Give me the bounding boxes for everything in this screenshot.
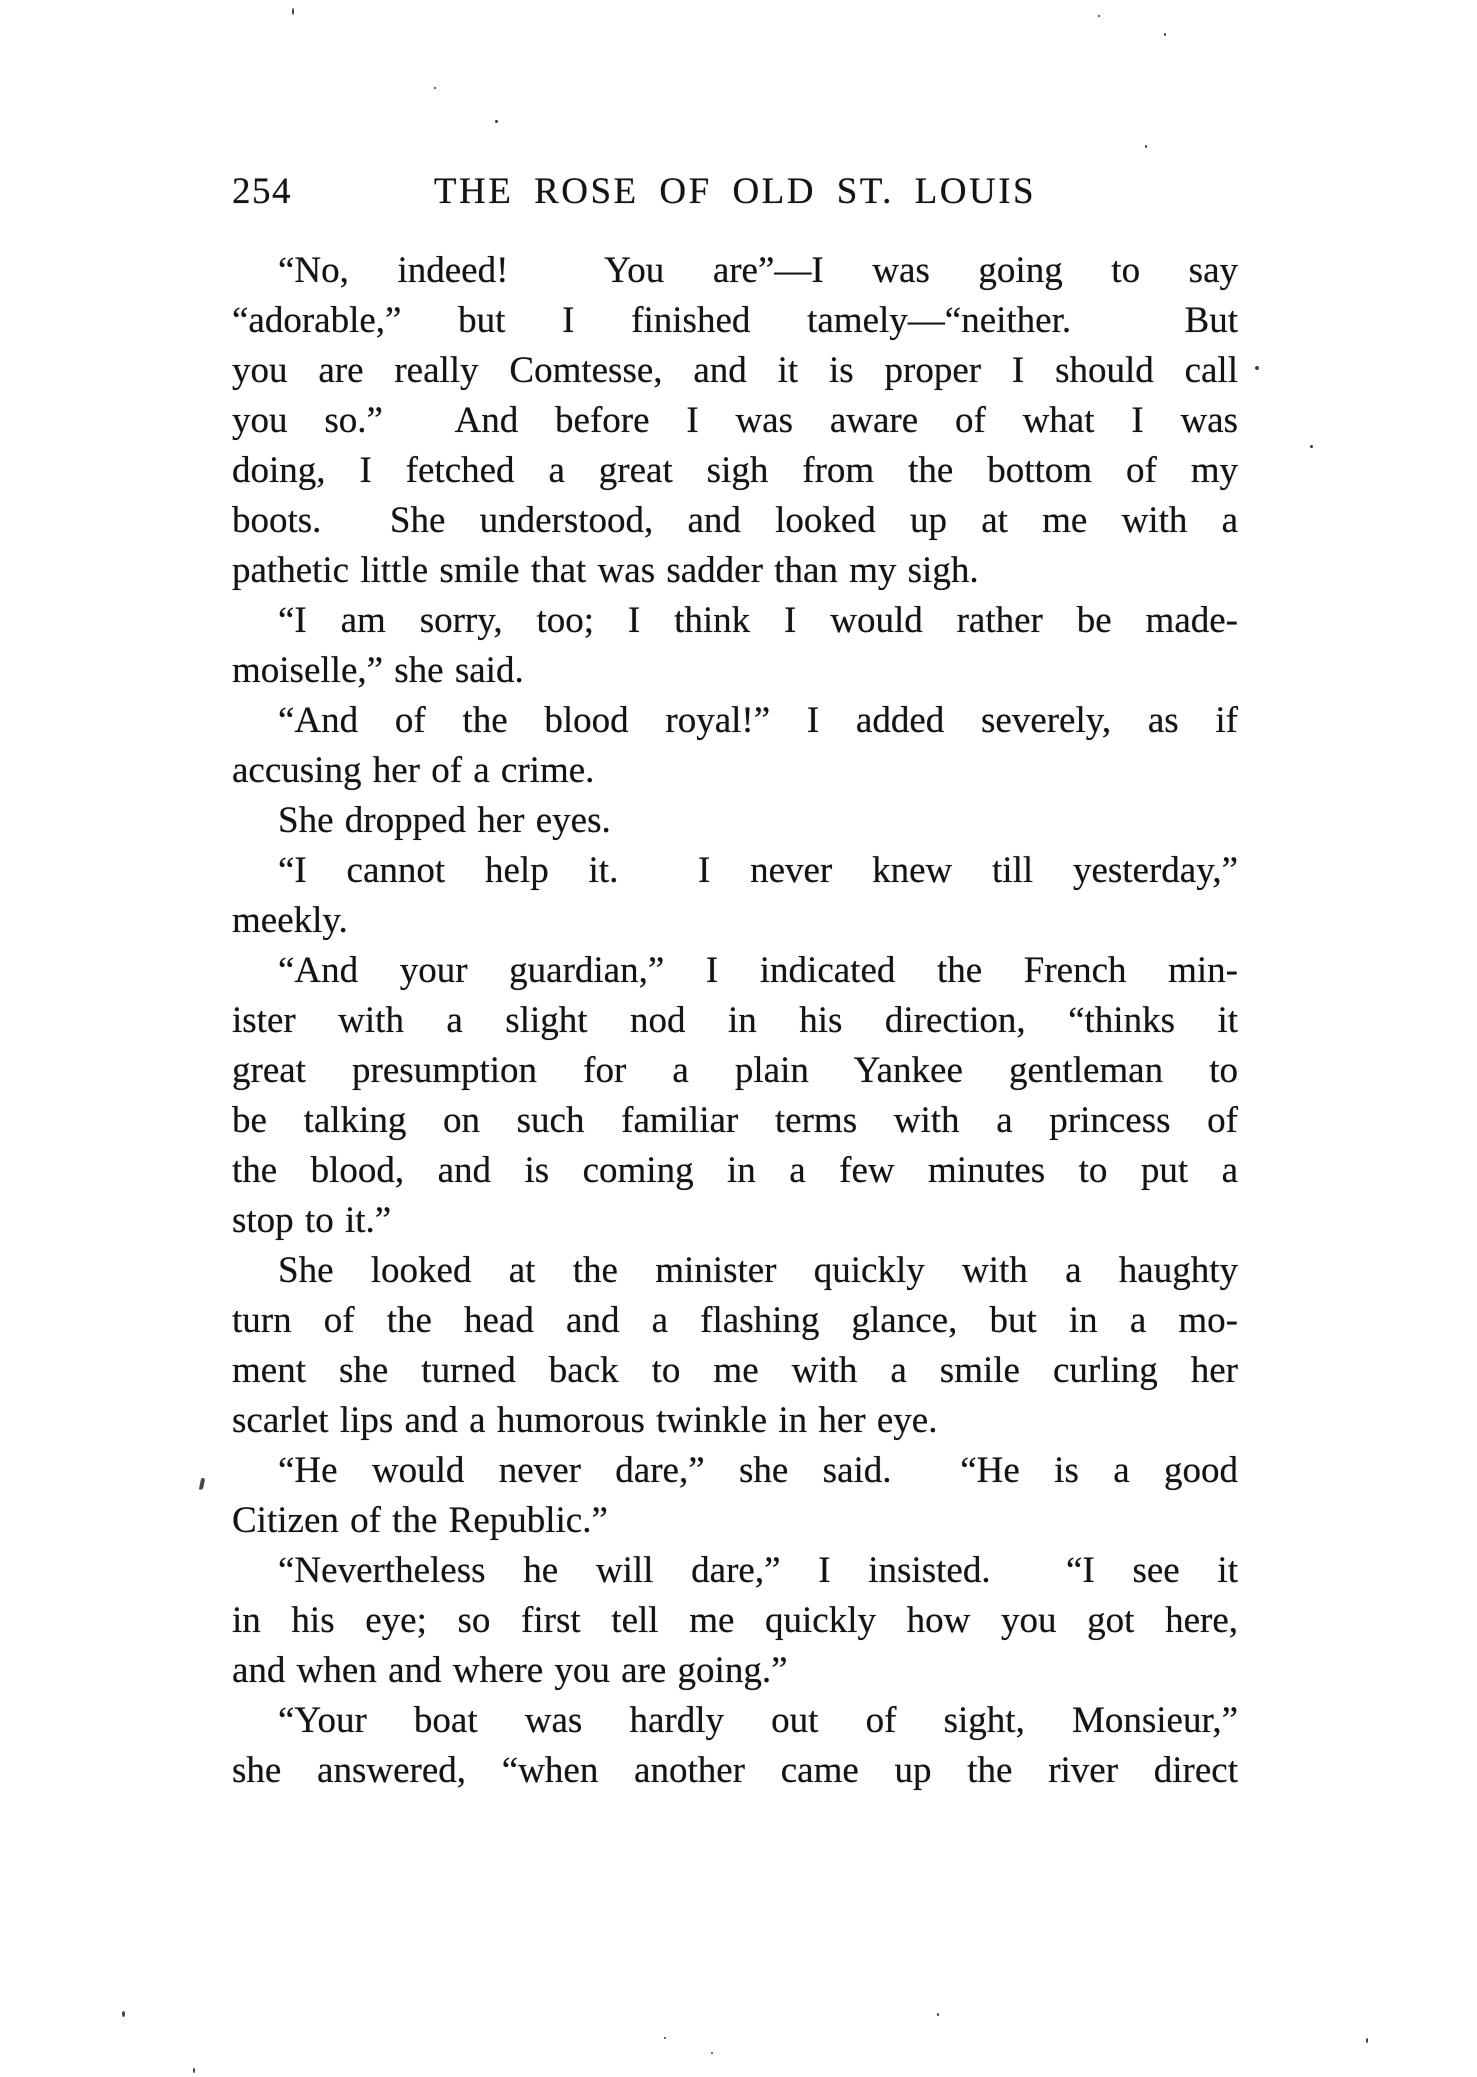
body-line: She dropped her eyes. bbox=[278, 800, 611, 841]
scan-speck bbox=[664, 2037, 666, 2039]
text-block bbox=[232, 246, 1238, 1796]
body-line: meekly. bbox=[232, 900, 348, 941]
body-line: she answered, “when another came up the river direct bbox=[232, 1750, 1238, 1791]
body-line: “adorable,” but I finished tamely—“neither. But bbox=[232, 300, 1238, 341]
body-line: “Nevertheless he will dare,” I insisted. “I see it bbox=[278, 1550, 1238, 1591]
body-line: moiselle,” she said. bbox=[232, 650, 524, 691]
body-line: be talking on such familiar terms with a princess of bbox=[232, 1100, 1238, 1141]
scan-speck bbox=[495, 120, 498, 123]
body-line: turn of the head and a flashing glance, but in a mo- bbox=[232, 1300, 1238, 1341]
body-line: “And your guardian,” I indicated the French min- bbox=[278, 950, 1238, 991]
body-line: “Your boat was hardly out of sight, Monsieur,” bbox=[278, 1700, 1238, 1741]
scan-speck bbox=[1310, 445, 1313, 448]
body-line: you are really Comtesse, and it is proper I should call bbox=[232, 350, 1238, 391]
body-line: the blood, and is coming in a few minutes to put a bbox=[232, 1150, 1238, 1191]
body-line: She looked at the minister quickly with a haughty bbox=[278, 1250, 1238, 1291]
scan-speck bbox=[1145, 145, 1147, 148]
body-line: “He would never dare,” she said. “He is a good bbox=[278, 1450, 1238, 1491]
body-line: Citizen of the Republic.” bbox=[232, 1500, 608, 1541]
body-line: “No, indeed! You are”—I was going to say bbox=[278, 250, 1238, 291]
page-number: 254 bbox=[232, 171, 292, 212]
scan-speck bbox=[199, 1478, 205, 1491]
body-line: great presumption for a plain Yankee gentleman to bbox=[232, 1050, 1238, 1091]
scan-speck bbox=[711, 2052, 713, 2054]
body-line: in his eye; so first tell me quickly how you got here, bbox=[232, 1600, 1238, 1641]
body-line: scarlet lips and a humorous twinkle in her eye. bbox=[232, 1400, 938, 1441]
scan-speck bbox=[1366, 2038, 1368, 2043]
body-line: pathetic little smile that was sadder than my sigh. bbox=[232, 550, 979, 591]
scan-speck bbox=[292, 8, 294, 15]
body-line: doing, I fetched a great sigh from the bottom of my bbox=[232, 450, 1238, 491]
body-line: and when and where you are going.” bbox=[232, 1650, 788, 1691]
body-line: ment she turned back to me with a smile curling her bbox=[232, 1350, 1238, 1391]
body-line: ister with a slight nod in his direction, “thinks it bbox=[232, 1000, 1238, 1041]
scan-speck bbox=[122, 2011, 125, 2017]
body-line: “I am sorry, too; I think I would rather be made- bbox=[278, 600, 1238, 641]
scan-speck bbox=[937, 2013, 939, 2016]
body-line: accusing her of a crime. bbox=[232, 750, 595, 791]
scan-speck bbox=[1098, 15, 1100, 17]
scan-speck bbox=[1164, 33, 1166, 36]
body-line: boots. She understood, and looked up at me with a bbox=[232, 500, 1238, 541]
scan-speck bbox=[434, 87, 436, 89]
scan-speck bbox=[193, 2068, 195, 2073]
body-line: you so.” And before I was aware of what I was bbox=[232, 400, 1238, 441]
body-line: stop to it.” bbox=[232, 1200, 392, 1241]
page-header bbox=[232, 168, 1238, 216]
running-title: THE ROSE OF OLD ST. LOUIS bbox=[433, 171, 1037, 212]
body-line: “I cannot help it. I never knew till yesterday,” bbox=[278, 850, 1238, 891]
body-line: “And of the blood royal!” I added severely, as if bbox=[278, 700, 1238, 741]
scan-speck bbox=[1255, 366, 1259, 370]
